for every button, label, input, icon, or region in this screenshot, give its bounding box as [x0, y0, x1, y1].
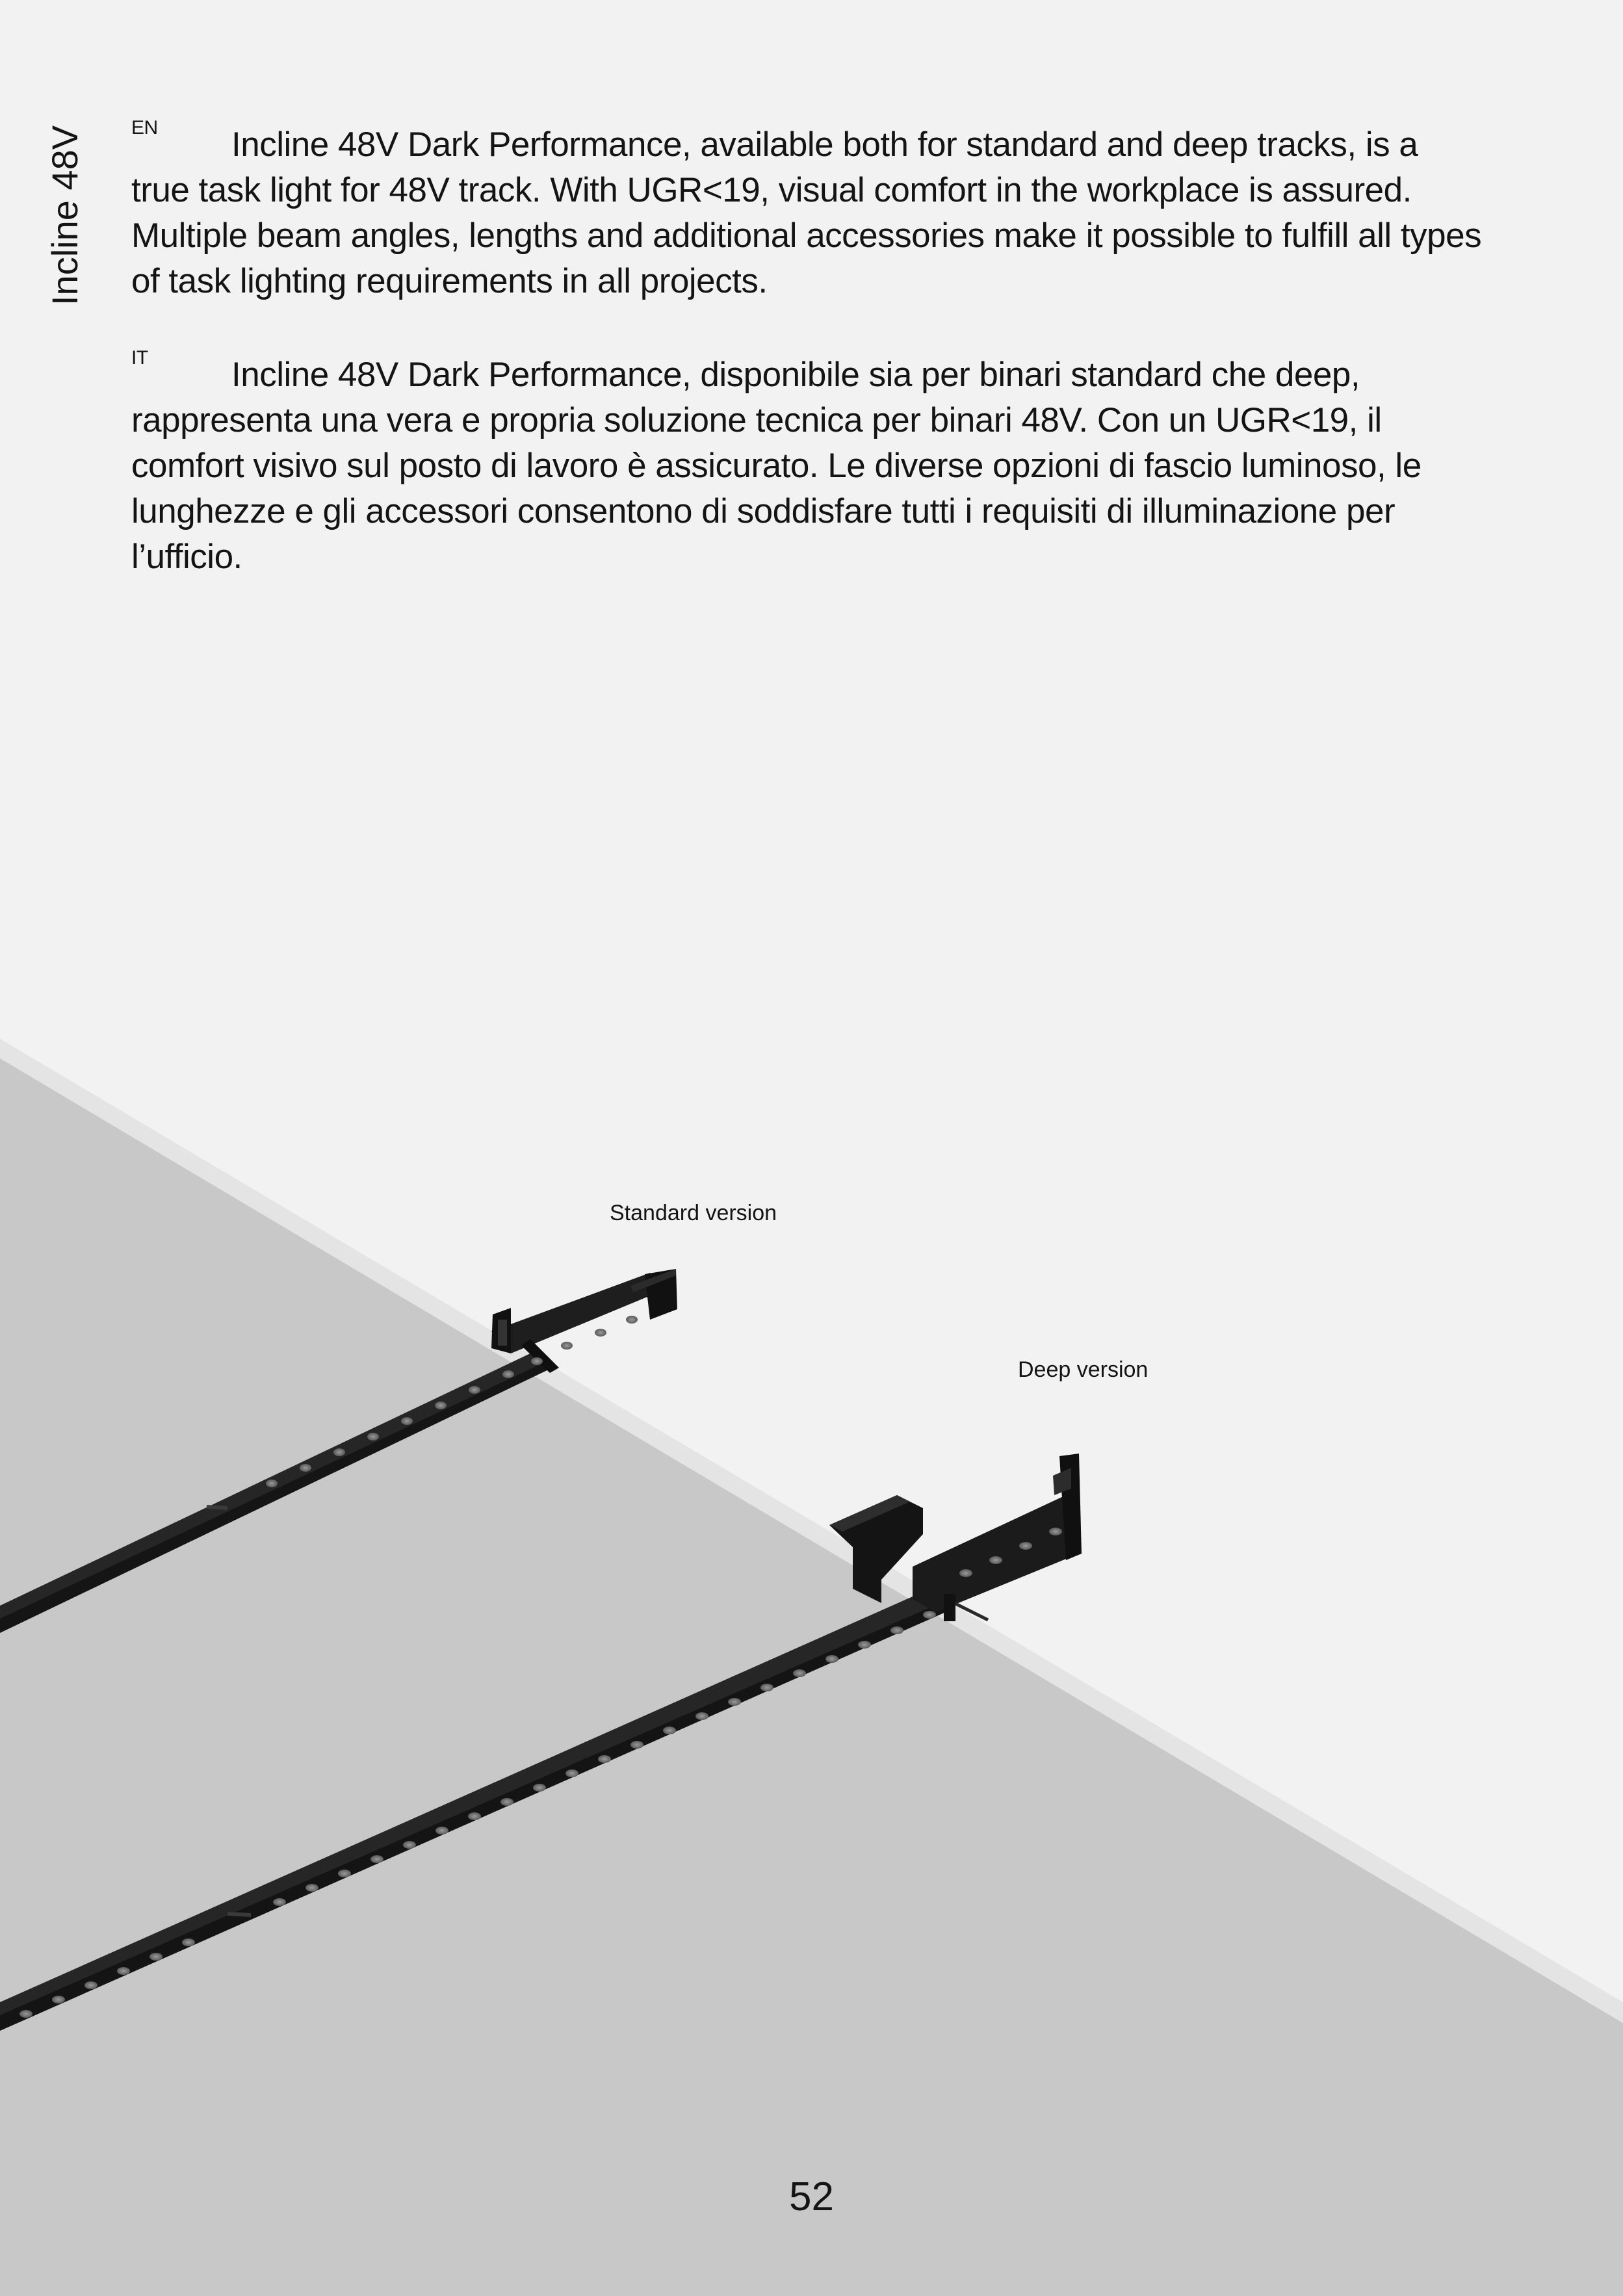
language-tag-it: IT — [131, 347, 148, 369]
deep-version-label: Deep version — [1018, 1357, 1149, 1382]
page-number: 52 — [789, 2174, 834, 2219]
description-en-text: Incline 48V Dark Performance, available both for standard and deep tracks, is a true task light for 48V track. With UGR<19, visual comfort in the workplace is assured. Multiple beam angles, lengths and additional accessories make it possible to fulfill all types of task lighting requirements in all projects. — [131, 125, 1482, 300]
ceiling-plane — [0, 1058, 1623, 2296]
description-en — [131, 117, 1483, 304]
description-it — [131, 347, 1483, 580]
standard-version-label: Standard version — [610, 1201, 777, 1225]
description-it-text: Incline 48V Dark Performance, disponibile sia per binari standard che deep, rappresenta una vera e propria soluzione tecnica per binari 48V. Con un UGR<19, il comfort visivo sul posto di lavoro è assicurato. Le diverse opzioni di fascio luminoso, le lunghezze e gli accessori consentono di soddisfare tutti i requisiti di illuminazione per l’ufficio. — [131, 356, 1422, 576]
side-title: Incline 48V — [44, 125, 85, 306]
language-tag-en: EN — [131, 117, 158, 138]
